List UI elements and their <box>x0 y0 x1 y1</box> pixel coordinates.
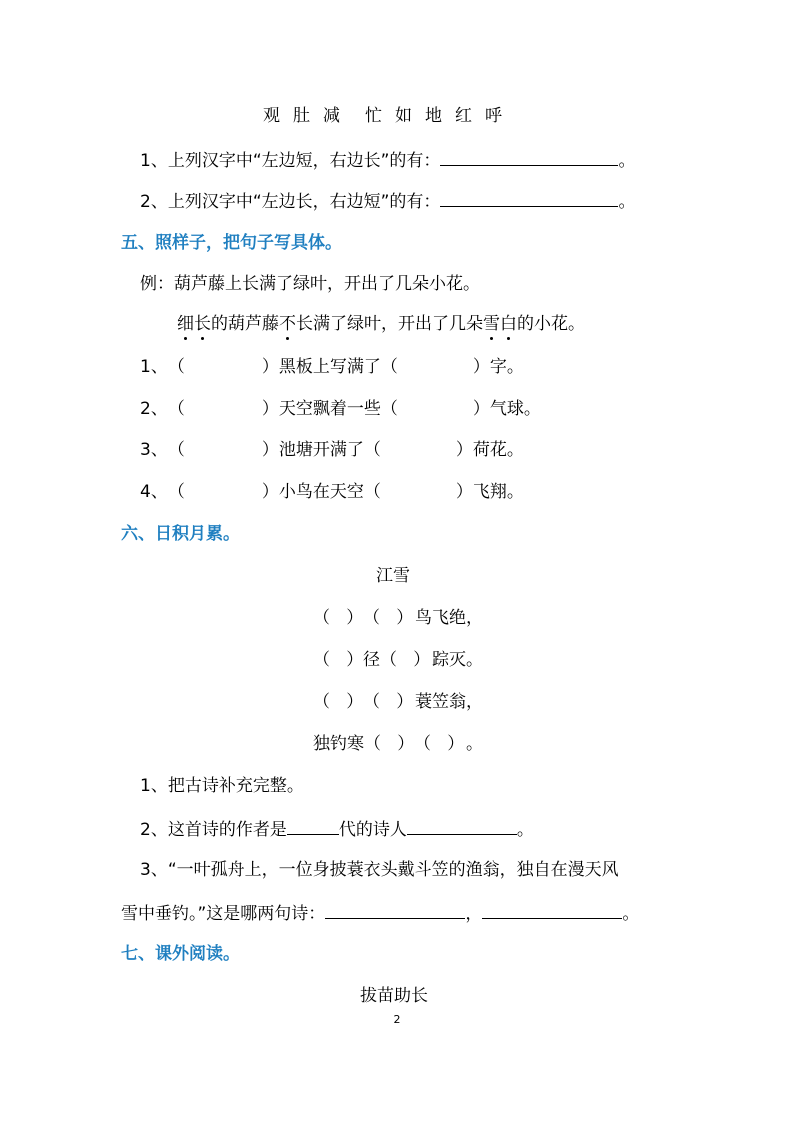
emphasis-char: 白 <box>500 314 517 334</box>
fill-blank[interactable]: （ ） <box>363 608 414 628</box>
question-text: 1、上列汉字中“左边短，右边长”的有： <box>140 151 441 171</box>
char: 观 <box>263 106 280 126</box>
story-title: 拔苗助长 <box>360 986 428 1006</box>
fill-item: 4、（ ）小鸟在天空（ ）飞翔。 <box>140 482 524 502</box>
poem-text: 鸟飞绝， <box>415 608 483 628</box>
emphasis-word <box>279 314 296 334</box>
item-text: 字。 <box>489 357 524 377</box>
fill-blank[interactable]: （ <box>380 399 398 419</box>
fill-blank[interactable]: （ ） <box>313 608 364 628</box>
item-text: 小鸟在天空 <box>278 482 364 502</box>
item-text: 飞翔。 <box>472 482 524 502</box>
example-label: 例： <box>140 274 174 294</box>
section-heading: 五、照样子，把句子写具体。 <box>121 233 342 253</box>
fill-blank[interactable]: （ <box>167 399 185 419</box>
model-text: 的葫芦藤 <box>211 314 279 334</box>
model-text: 长满了绿叶，开出了几朵 <box>296 314 483 334</box>
item-text: 气球。 <box>489 399 541 419</box>
item-number: 2、 <box>140 399 168 419</box>
fill-blank[interactable]: （ ） <box>313 650 364 670</box>
fill-item: 2、（ ）天空飘着一些（ ）气球。 <box>140 399 541 419</box>
fill-blank[interactable]: （ ） <box>364 734 415 754</box>
answer-blank[interactable] <box>440 147 618 166</box>
char: 忙 <box>365 106 382 126</box>
question-item: 2、上列汉字中“左边长，右边短”的有： 。 <box>140 188 635 214</box>
question-text: 1、把古诗补充完整。 <box>140 776 304 796</box>
character-row <box>263 104 502 128</box>
question-item: 1、上列汉字中“左边短，右边长”的有： 。 <box>140 147 635 173</box>
poem-line <box>313 732 483 756</box>
fill-blank[interactable]: （ ） <box>414 734 465 754</box>
item-text: 天空飘着一些 <box>278 399 381 419</box>
item-text: 池塘开满了 <box>278 440 364 460</box>
char: 地 <box>425 106 442 126</box>
char: 呼 <box>485 106 502 126</box>
poem-line <box>313 690 483 714</box>
char: 减 <box>323 106 340 126</box>
answer-blank[interactable] <box>407 816 517 835</box>
fill-blank[interactable]: （ <box>167 440 185 460</box>
question-text: 代的诗人 <box>338 820 407 840</box>
question-item: 2、这首诗的作者是 代的诗人 。 <box>140 816 534 842</box>
char: 肚 <box>293 106 310 126</box>
fill-blank[interactable]: （ <box>363 482 381 502</box>
poem-title: 江雪 <box>376 566 410 586</box>
answer-blank[interactable] <box>325 900 465 919</box>
emphasis-char: 细 <box>177 314 194 334</box>
poem-line <box>313 606 483 630</box>
question-text: 2、上列汉字中“左边长，右边短”的有： <box>140 192 441 212</box>
example-text: 葫芦藤上长满了绿叶，开出了几朵小花。 <box>174 274 480 294</box>
example-line <box>140 272 480 296</box>
fill-item: 3、（ ）池塘开满了（ ）荷花。 <box>140 440 524 460</box>
fill-blank[interactable]: （ <box>167 482 185 502</box>
section-heading: 六、日积月累。 <box>121 524 240 544</box>
fill-blank[interactable]: （ ） <box>380 650 431 670</box>
question-text: 雪中垂钓。”这是哪两句诗： <box>121 904 326 924</box>
char: 如 <box>395 106 412 126</box>
poem-text: 径 <box>363 650 380 670</box>
fill-blank[interactable]: （ <box>167 357 185 377</box>
section-heading: 七、课外阅读。 <box>121 944 240 964</box>
fill-blank[interactable]: （ ） <box>363 692 414 712</box>
poem-text: 独钓寒 <box>313 734 364 754</box>
question-item: 雪中垂钓。”这是哪两句诗： ， 。 <box>121 900 639 926</box>
fill-blank[interactable]: （ <box>380 357 398 377</box>
answer-blank[interactable] <box>440 188 618 207</box>
item-number: 4、 <box>140 482 168 502</box>
poem-text: 蓑笠翁， <box>415 692 483 712</box>
fill-blank[interactable]: （ ） <box>313 692 364 712</box>
fill-item: 1、（ ）黑板上写满了（ ）字。 <box>140 357 524 377</box>
poem-text: 踪灭。 <box>432 650 483 670</box>
question-text: 2、这首诗的作者是 <box>140 820 287 840</box>
emphasis-char: 不 <box>279 314 296 334</box>
answer-blank[interactable] <box>482 900 622 919</box>
answer-blank[interactable] <box>287 816 339 835</box>
page-number: 2 <box>393 1013 401 1026</box>
char: 红 <box>455 106 472 126</box>
question-text: 3、“一叶孤舟上，一位身披蓑衣头戴斗笠的渔翁，独自在漫天风 <box>140 860 619 880</box>
emphasis-word <box>177 314 211 334</box>
emphasis-char: 雪 <box>483 314 500 334</box>
model-sentence <box>177 312 585 336</box>
poem-line <box>313 648 483 672</box>
emphasis-word <box>483 314 517 334</box>
item-number: 3、 <box>140 440 168 460</box>
item-text: 荷花。 <box>472 440 524 460</box>
item-number: 1、 <box>140 357 168 377</box>
poem-text: 。 <box>466 734 483 754</box>
model-text: 的小花。 <box>517 314 585 334</box>
emphasis-char: 长 <box>194 314 211 334</box>
fill-blank[interactable]: （ <box>363 440 381 460</box>
item-text: 黑板上写满了 <box>278 357 381 377</box>
